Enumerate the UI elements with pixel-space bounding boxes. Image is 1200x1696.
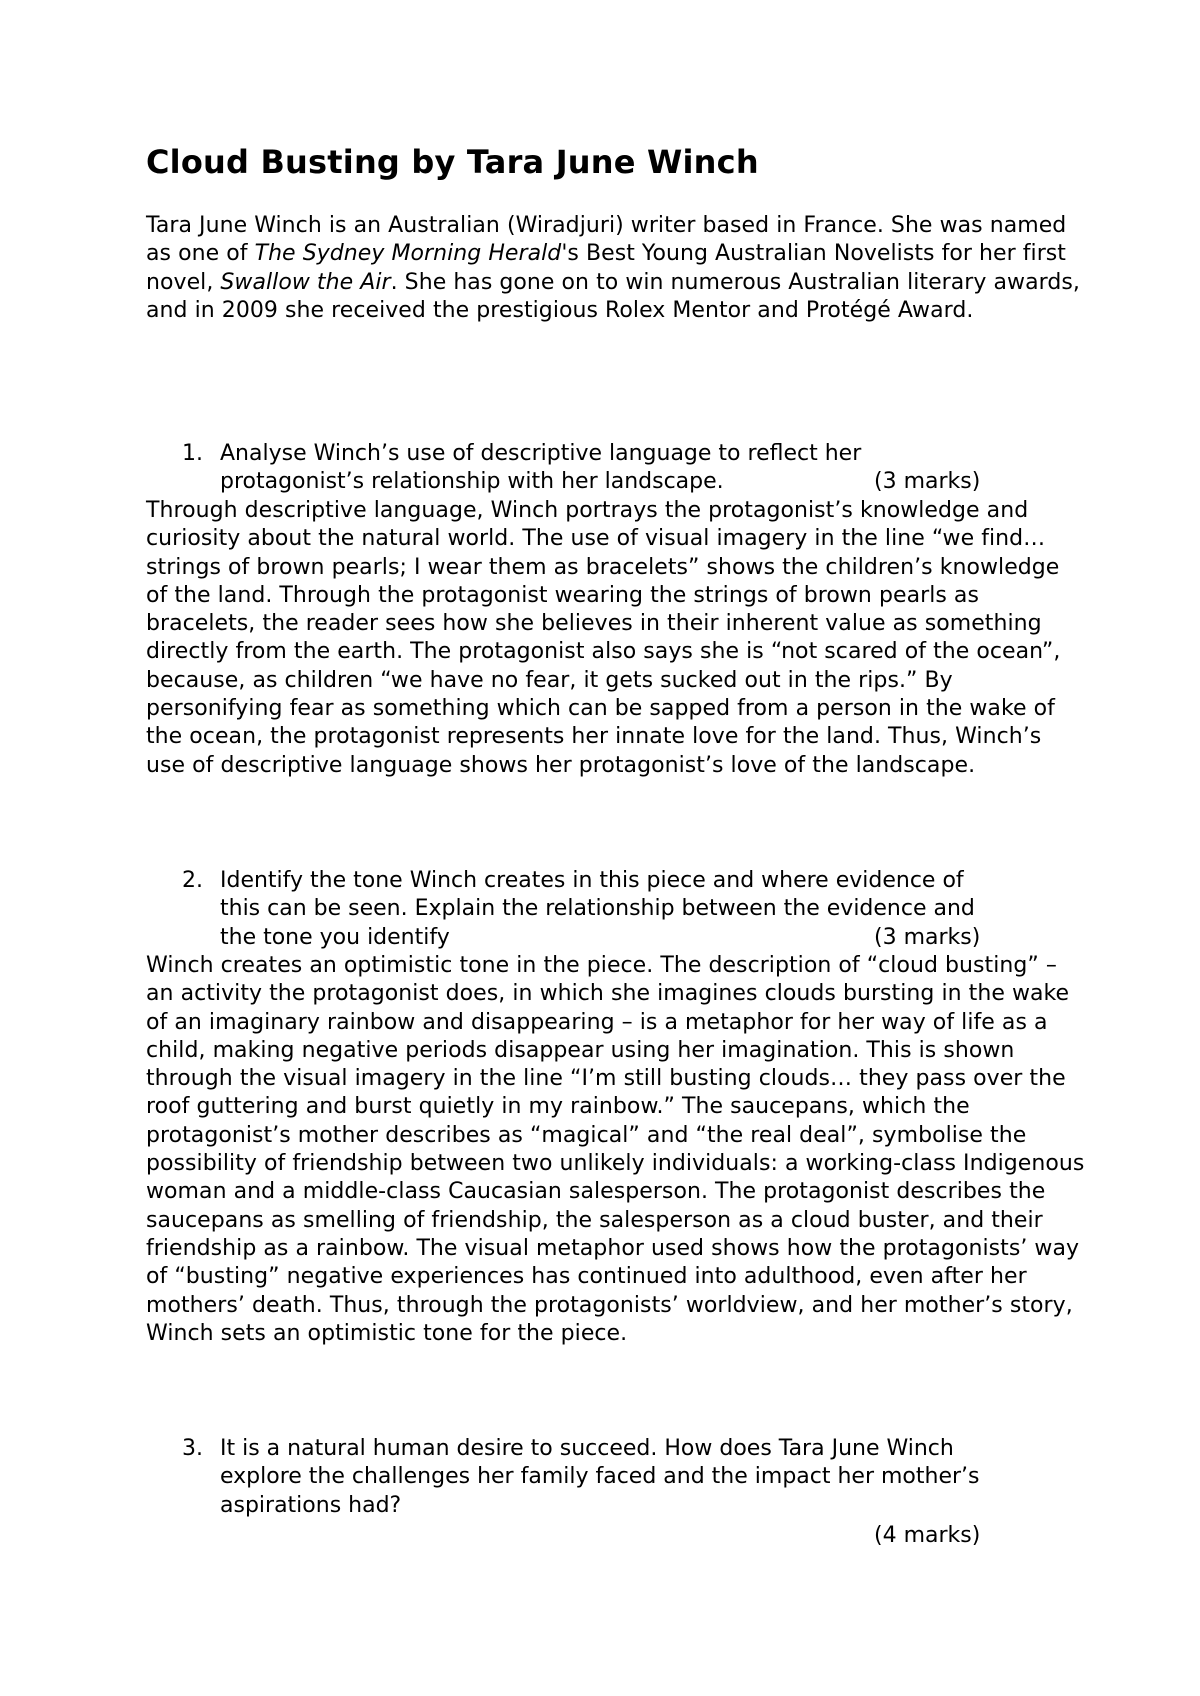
intro-paragraph	[146, 212, 1086, 325]
intro-text: 's Best Young Australian Novelists for her first novel,	[146, 241, 1066, 295]
newspaper-title: The Sydney Morning Herald	[254, 241, 562, 267]
document-title: Cloud Busting by Tara June Winch	[146, 143, 759, 181]
question-3	[146, 1435, 1086, 1548]
question-line: this can be seen. Explain the relationship between the evidence and	[220, 896, 975, 922]
question-line: Identify the tone Winch creates in this piece and where evidence of	[220, 868, 964, 893]
marks-label: (3 marks)	[874, 924, 981, 950]
marks-label: (4 marks)	[874, 1523, 981, 1548]
question-line: protagonist’s relationship with her landscape.	[220, 469, 724, 495]
question-line: It is a natural human desire to succeed. How does Tara June Winch	[220, 1436, 954, 1461]
question-line: explore the challenges her family faced and the impact her mother’s	[220, 1464, 980, 1490]
answer-2: Winch creates an optimistic tone in the piece. The description of “cloud busting” – an activity the protagonist does, in which she imagines clouds bursting in the wake of an imaginary rainbow and disappearing – is a metaphor for her way of life as a child, making negative periods disappear using her imagination. This is shown through the visual imagery in the line “I’m still busting clouds… they pass over the roof guttering and burst quietly in my rainbow.” The saucepans, which the protagonist’s mother describes as “magical” and “the real deal”, symbolise the possibility of friendship between two unlikely individuals: a working-class Indigenous woman and a middle-class Caucasian salesperson. The protagonist describes the saucepans as smelling of friendship, the salesperson as a cloud buster, and their friendship as a rainbow. The visual metaphor used shows how the protagonists’ way of “busting” negative experiences has continued into adulthood, even after her mothers’ death. Thus, through the protagonists’ worldview, and her mother’s story, Winch sets an optimistic tone for the piece.	[146, 953, 1085, 1346]
marks-label: (3 marks)	[874, 469, 981, 495]
question-line: aspirations had?	[220, 1492, 402, 1518]
question-number: 2.	[182, 868, 203, 893]
question-2	[146, 867, 1086, 952]
question-line: Analyse Winch’s use of descriptive language to reflect her	[220, 441, 862, 466]
question-line: the tone you identify	[220, 924, 450, 950]
question-1	[146, 440, 1086, 497]
answer-1: Through descriptive language, Winch portrays the protagonist’s knowledge and curiosity about the natural world. The use of visual imagery in the line “we find… strings of brown pearls; I wear them as bracelets” shows the children’s knowledge of the land. Through the protagonist wearing the strings of brown pearls as bracelets, the reader sees how she believes in their inherent value as something directly from the earth. The protagonist also says she is “not scared of the ocean”, because, as children “we have no fear, it gets sucked out in the rips.” By personifying fear as something which can be sapped from a person in the wake of the ocean, the protagonist represents her innate love for the land. Thus, Winch’s use of descriptive language shows her protagonist’s love of the landscape.	[146, 498, 1061, 778]
intro-text: Tara June Winch is an Australian (Wiradjuri) writer based in France. She was named as one of	[146, 213, 1067, 267]
novel-title: Swallow the Air	[220, 269, 391, 295]
question-number: 3.	[182, 1436, 203, 1461]
question-number: 1.	[182, 441, 203, 466]
intro-text: . She has gone on to win numerous Australian literary awards, and in 2009 she received the prestigious Rolex Mentor and Protégé Award.	[146, 269, 1080, 323]
